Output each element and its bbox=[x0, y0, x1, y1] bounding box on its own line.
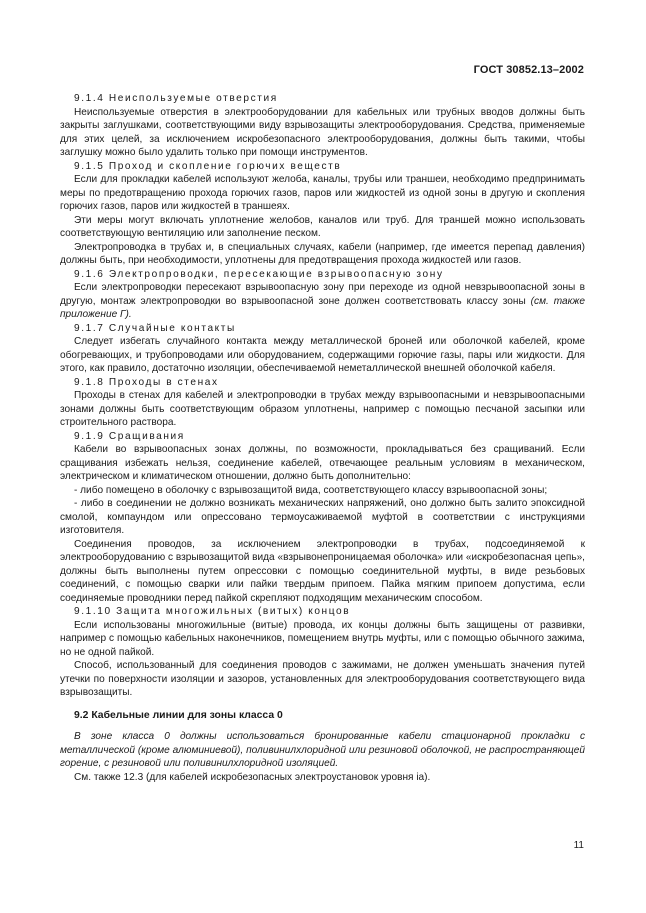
section-heading: 9.1.4 Неиспользуемые отверстия bbox=[74, 93, 278, 104]
section-heading: 9.1.9 Сращивания bbox=[74, 430, 185, 442]
paragraph: Если для прокладки кабелей используют желоба, каналы, трубы или траншеи, необходимо предпринимать меры по предотвращению прохода горючих газов, паров или жидкостей из одной зоны в другую и скопления горючих газов, паров или жидкостей в траншеях. bbox=[60, 174, 585, 212]
section-heading: 9.1.7 Случайные контакты bbox=[74, 322, 236, 334]
list-item: - либо в соединении не должно возникать механических напряжений, оно должно быть залито эпоксидной смолой, компаундом или опрессовано термоусаживаемой муфтой в соответствии с инструкциями изготовителя. bbox=[60, 498, 585, 536]
paragraph: Неиспользуемые отверстия в электрооборудовании для кабельных или трубных вводов должны быть закрыты заглушками, соответствующими виду взрывозащиты электрооборудования. Средства, применяемые для этих целей, за исключением искробезопасного электрооборудования, должны быть такими, чтобы заглушку можно было удалить только при помощи инструментов. bbox=[60, 106, 585, 158]
section-heading: 9.1.5 Проход и скопление горючих веществ bbox=[74, 160, 342, 172]
paragraph: Если использованы многожильные (витые) провода, их концы должны быть защищены от развивки, например с помощью кабельных наконечников, помещением внутрь муфты, или с помощью обычного зажима, но не одной пайкой. bbox=[60, 619, 585, 658]
paragraph: Эти меры могут включать уплотнение желобов, каналов или труб. Для траншей можно использовать соответствующую вентиляцию или заполнение песком. bbox=[60, 214, 585, 239]
paragraph: Кабели во взрывоопасных зонах должны, по возможности, прокладываться без сращиваний. Если сращивания избежать нельзя, соединение кабелей, отвечающее реальным условиям в механическом, электрическом и климатическом отношении, должно быть дополнительно: bbox=[60, 444, 585, 482]
appendix-reference: (см. также приложение Г). bbox=[60, 295, 585, 320]
section-heading: 9.1.8 Проходы в стенах bbox=[74, 376, 219, 388]
subsection-heading: 9.2 Кабельные линии для зоны класса 0 bbox=[74, 709, 283, 721]
paragraph: Проходы в стенах для кабелей и электропроводки в трубах между взрывоопасными и невзрывоопасными зонами должны быть соответствующим образом уплотнены, например с помощью песчаной засыпки или строительного раствора. bbox=[60, 390, 585, 428]
paragraph: Соединения проводов, за исключением электропроводки в трубах, подсоединяемой к электрооборудованию с взрывозащитой вида «взрывонепроницаемая оболочка» или «искробезопасная цепь», должны быть выполнены путем опрессовки с помощью соединительной муфты, в виде резьбовых соединений, с помощью сварки или пайки твердым припоем. Пайка мягким припоем допустима, если соединяемые проводники перед пайкой скрепляют подходящим механическим способом. bbox=[60, 538, 585, 604]
paragraph-text: Если электропроводки пересекают взрывоопасную зону при переходе из одной невзрывоопасной зоны в другую, монтаж электропроводки во взрывоопасной зоне должен соответствовать классу зоны bbox=[60, 282, 585, 307]
paragraph: В зоне класса 0 должны использоваться бронированные кабели стационарной прокладки с металлической (кроме алюминиевой), поливинилхлоридной или резиновой оболочкой, не распространяющей горение, с резиновой или поливинилхлоридной изоляцией. bbox=[60, 731, 585, 769]
paragraph: Способ, использованный для соединения проводов с зажимами, не должен уменьшать значения путей утечки по поверхности изоляции и зазоров, установленных для электрооборудования соответствующего вида взрывозащиты. bbox=[60, 660, 585, 698]
section-heading: 9.1.10 Защита многожильных (витых) концов bbox=[74, 606, 351, 617]
document-id: ГОСТ 30852.13–2002 bbox=[473, 64, 584, 76]
section-heading: 9.1.6 Электропроводки, пересекающие взрывоопасную зону bbox=[74, 268, 444, 280]
paragraph: См. также 12.3 (для кабелей искробезопасных электроустановок уровня ia). bbox=[74, 771, 431, 783]
paragraph: Электропроводка в трубах и, в специальных случаях, кабели (например, где имеется перепад давления) должны быть, при необходимости, уплотнены для предотвращения прохода жидкостей или газов. bbox=[60, 241, 585, 266]
list-item: - либо помещено в оболочку с взрывозащитой вида, соответствующего классу взрывоопасной зоны; bbox=[74, 484, 548, 496]
page-number: 11 bbox=[573, 840, 584, 851]
document-body bbox=[60, 92, 585, 784]
paragraph bbox=[60, 281, 585, 322]
paragraph: Следует избегать случайного контакта между металлической броней или оболочкой кабелей, кроме обогревающих, и трубопроводами или оборудованием, содержащими горючие газы, пары или жидкости. Для этого, как правило, достаточно изоляции, обеспечиваемой неметаллической внешней оболочкой кабеля. bbox=[60, 336, 585, 374]
